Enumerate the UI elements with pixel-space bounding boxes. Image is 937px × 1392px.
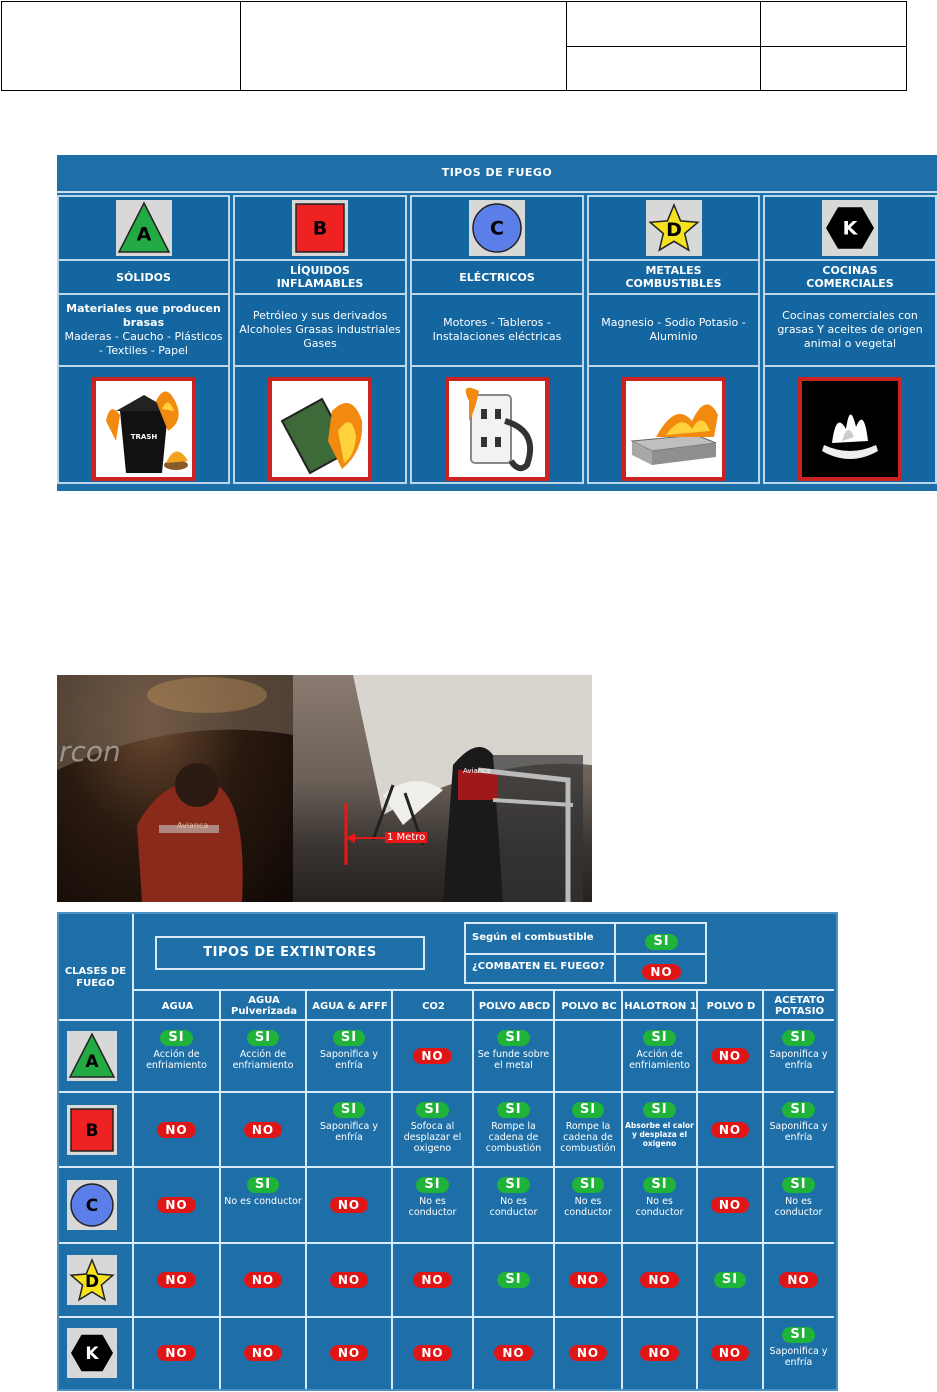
- extinguisher-cell: [475, 1272, 552, 1288]
- cell-reason-text: Saponifica y enfría: [319, 1121, 379, 1143]
- fire-type-illustration: [412, 369, 582, 482]
- no-pill: NO: [244, 1345, 282, 1361]
- extinguisher-cell: [222, 1177, 304, 1207]
- cell-reason-text: No es conductor: [408, 1196, 457, 1218]
- no-pill: NO: [711, 1345, 749, 1361]
- cell-reason-text: Saponifica y enfría: [769, 1049, 828, 1071]
- cell-reason-text: Saponifica y enfría: [769, 1346, 828, 1368]
- extinguisher-cell: [699, 1345, 761, 1361]
- extinguisher-cell: [135, 1272, 218, 1288]
- extinguisher-cell: [475, 1177, 552, 1218]
- extinguisher-cell: [394, 1102, 471, 1154]
- cell-reason-text: Se funde sobre el metal: [477, 1049, 550, 1071]
- fire-type-column-k: [763, 195, 937, 484]
- fire-type-illustration: [589, 369, 758, 482]
- no-pill: NO: [640, 1345, 678, 1361]
- no-pill: NO: [569, 1345, 607, 1361]
- yes-pill: SI: [247, 1177, 279, 1193]
- extinguisher-cell: [556, 1177, 620, 1218]
- cell-reason-text: No es conductor: [564, 1196, 612, 1218]
- extinguisher-cell: [308, 1197, 390, 1213]
- fire-type-name: COCINAS COMERCIALES: [765, 261, 935, 295]
- fire-class-b-icon: [235, 197, 405, 261]
- photo2-vest-badge: Avianca: [463, 767, 491, 775]
- extinguisher-cell: [308, 1102, 390, 1143]
- no-pill: NO: [711, 1122, 749, 1138]
- yes-pill: SI: [333, 1030, 365, 1046]
- row-fire-class-a-icon: [67, 1031, 117, 1081]
- header-cell-code: [567, 2, 761, 47]
- fire-type-name: SÓLIDOS: [59, 261, 228, 295]
- extinguisher-cell: [765, 1272, 832, 1288]
- yes-pill: SI: [160, 1030, 192, 1046]
- header-cell-date: [567, 46, 761, 91]
- svg-text:A: A: [85, 1052, 99, 1072]
- row-fire-class-c-icon: [67, 1180, 117, 1230]
- extinguisher-column-header: CO2: [422, 1000, 445, 1012]
- yes-pill: SI: [643, 1177, 675, 1193]
- no-pill: NO: [494, 1345, 532, 1361]
- extinguisher-cell: [222, 1345, 304, 1361]
- no-pill: NO: [779, 1272, 817, 1288]
- extinguisher-cell: [475, 1030, 552, 1071]
- svg-text:A: A: [136, 223, 151, 246]
- fire-type-description: Materiales que producen brasas Maderas - Caucho - Plásticos - Textiles - Papel: [59, 295, 228, 367]
- row-header-label: CLASES DE FUEGO: [64, 966, 127, 989]
- photo-night-ramp: [57, 675, 293, 902]
- svg-text:B: B: [312, 217, 328, 240]
- legend-box: [464, 922, 707, 984]
- extinguisher-cell: [765, 1177, 832, 1218]
- extinguisher-cell: [394, 1272, 471, 1288]
- no-pill: NO: [413, 1272, 451, 1288]
- fire-class-d-icon: [589, 197, 758, 261]
- fire-type-illustration: [765, 369, 935, 482]
- extinguisher-title: TIPOS DE EXTINTORES: [155, 936, 425, 970]
- no-pill: NO: [330, 1345, 368, 1361]
- extinguisher-cell: [135, 1030, 218, 1071]
- cell-reason-text: No es conductor: [774, 1196, 823, 1218]
- svg-text:D: D: [665, 218, 682, 241]
- yes-pill: SI: [714, 1272, 746, 1288]
- extinguisher-column-header: POLVO D: [706, 1000, 756, 1012]
- yes-pill: SI: [497, 1102, 529, 1118]
- extinguisher-cell: [308, 1272, 390, 1288]
- extinguisher-column-header: POLVO BC: [561, 1000, 617, 1012]
- cell-reason-text: Sofoca al desplazar el oxigeno: [403, 1121, 462, 1154]
- extinguisher-cell: [765, 1102, 832, 1143]
- extinguisher-column-header: AGUA: [161, 1000, 194, 1012]
- cell-reason-text: Acción de enfriamiento: [232, 1049, 294, 1071]
- document-header-table: [1, 1, 907, 91]
- yes-pill: SI: [247, 1030, 279, 1046]
- no-pill: NO: [330, 1272, 368, 1288]
- photo2-measure-label: 1 Metro: [387, 832, 426, 843]
- extinguisher-cell: [308, 1345, 390, 1361]
- fire-type-illustration: [59, 369, 228, 482]
- no-pill: NO: [157, 1272, 195, 1288]
- yes-pill: SI: [497, 1177, 529, 1193]
- no-pill: NO: [157, 1345, 195, 1361]
- extinguisher-cell: [394, 1177, 471, 1218]
- no-pill: NO: [711, 1048, 749, 1064]
- extinguisher-cell: [135, 1122, 218, 1138]
- cell-reason-text: Acción de enfriamiento: [146, 1049, 207, 1071]
- yes-pill: SI: [572, 1102, 604, 1118]
- extinguisher-column-header: AGUA & AFFF: [312, 1000, 388, 1012]
- no-pill: NO: [640, 1272, 678, 1288]
- no-pill: NO: [413, 1048, 451, 1064]
- extinguisher-cell: [765, 1030, 832, 1071]
- extinguisher-cell: [699, 1122, 761, 1138]
- fire-class-c-icon: [412, 197, 582, 261]
- yes-pill: SI: [497, 1030, 529, 1046]
- fire-types-title: TIPOS DE FUEGO: [57, 155, 937, 193]
- header-cell-logo: [2, 2, 241, 91]
- extinguisher-column-header: ACETATO POTASIO: [774, 995, 825, 1017]
- cell-reason-text: Saponifica y enfría: [319, 1049, 379, 1071]
- extinguisher-cell: [394, 1345, 471, 1361]
- yes-pill: SI: [782, 1327, 814, 1343]
- extinguisher-cell: [556, 1102, 620, 1154]
- no-pill: NO: [244, 1272, 282, 1288]
- fire-type-illustration: [235, 369, 405, 482]
- extinguisher-cell: [624, 1030, 695, 1071]
- photo1-aircraft-text: rcon: [59, 735, 121, 768]
- legend-line1: Según el combustible: [472, 932, 594, 943]
- no-pill: NO: [157, 1122, 195, 1138]
- svg-text:C: C: [85, 1196, 99, 1216]
- extinguisher-column-header: POLVO ABCD: [478, 1000, 551, 1012]
- no-pill: NO: [330, 1197, 368, 1213]
- cell-reason-text: Saponifica y enfría: [769, 1121, 828, 1143]
- no-pill: NO: [157, 1197, 195, 1213]
- no-pill: NO: [711, 1197, 749, 1213]
- extinguisher-cell: [556, 1345, 620, 1361]
- no-pill: NO: [569, 1272, 607, 1288]
- extinguisher-cell: [624, 1345, 695, 1361]
- yes-pill: SI: [416, 1102, 448, 1118]
- extinguisher-cell: [556, 1272, 620, 1288]
- cell-reason-text: Acción de enfriamiento: [629, 1049, 690, 1071]
- extinguisher-cell: [222, 1030, 304, 1071]
- svg-text:TRASH: TRASH: [130, 433, 157, 441]
- fire-type-description: Magnesio - Sodio Potasio - Aluminio: [589, 295, 758, 367]
- extinguisher-cell: [222, 1272, 304, 1288]
- extinguisher-cell: [308, 1030, 390, 1071]
- header-cell-title: [241, 2, 567, 91]
- cell-reason-text: No es conductor: [635, 1196, 684, 1218]
- extinguisher-cell: [699, 1197, 761, 1213]
- header-cell-page: [761, 46, 907, 91]
- row-fire-class-k-icon: [67, 1328, 117, 1378]
- cell-reason-text: No es conductor: [224, 1196, 302, 1207]
- extinguisher-column-header: HALOTRON 1: [624, 1000, 697, 1012]
- svg-text:K: K: [842, 217, 858, 240]
- cell-reason-text: No es conductor: [489, 1196, 538, 1218]
- extinguisher-cell: [135, 1345, 218, 1361]
- fire-type-column-d: [587, 195, 760, 484]
- extinguisher-cell: [765, 1327, 832, 1368]
- fire-type-column-c: [410, 195, 584, 484]
- legend-yes-pill: SI: [645, 934, 677, 950]
- extinguisher-cell: [699, 1272, 761, 1288]
- fire-types-panel: [57, 155, 937, 491]
- yes-pill: SI: [782, 1030, 814, 1046]
- extinguisher-cell: [699, 1048, 761, 1064]
- photo1-vest-badge: Avianca: [177, 821, 209, 830]
- cell-reason-text: Rompe la cadena de combustión: [485, 1121, 542, 1154]
- fire-class-a-icon: [59, 197, 228, 261]
- yes-pill: SI: [643, 1030, 675, 1046]
- yes-pill: SI: [643, 1102, 675, 1118]
- row-fire-class-d-icon: [67, 1255, 117, 1305]
- svg-text:B: B: [85, 1120, 99, 1141]
- extinguisher-cell: [135, 1197, 218, 1213]
- header-cell-version: [761, 2, 907, 47]
- extinguisher-cell: [624, 1272, 695, 1288]
- yes-pill: SI: [782, 1177, 814, 1193]
- extinguisher-cell: [394, 1048, 471, 1064]
- fire-type-name: METALES COMBUSTIBLES: [589, 261, 758, 295]
- yes-pill: SI: [497, 1272, 529, 1288]
- fire-type-column-b: [233, 195, 407, 484]
- no-pill: NO: [413, 1345, 451, 1361]
- extinguisher-cell: [624, 1177, 695, 1218]
- yes-pill: SI: [416, 1177, 448, 1193]
- fire-type-name: LÍQUIDOS INFLAMABLES: [235, 261, 405, 295]
- photo-refuel-distance: [293, 675, 592, 902]
- cell-reason-text: Rompe la cadena de combustión: [560, 1121, 616, 1154]
- svg-text:D: D: [84, 1272, 100, 1292]
- fire-type-description: Petróleo y sus derivados Alcoholes Grasas industriales Gases: [235, 295, 405, 367]
- extinguisher-cell: [475, 1102, 552, 1154]
- no-pill: NO: [244, 1122, 282, 1138]
- svg-text:K: K: [85, 1344, 99, 1364]
- extinguisher-column-header: AGUA Pulverizada: [230, 995, 297, 1017]
- yes-pill: SI: [782, 1102, 814, 1118]
- extinguisher-cell: [222, 1122, 304, 1138]
- legend-no-pill: NO: [642, 964, 680, 980]
- row-fire-class-b-icon: [67, 1105, 117, 1155]
- fire-type-description: Cocinas comerciales con grasas Y aceites de origen animal o vegetal: [765, 295, 935, 367]
- fire-class-k-icon: [765, 197, 935, 261]
- extinguisher-cell: [475, 1345, 552, 1361]
- legend-line2: ¿COMBATEN EL FUEGO?: [472, 961, 605, 972]
- yes-pill: SI: [333, 1102, 365, 1118]
- fire-type-column-a: [57, 195, 230, 484]
- fire-type-name: ELÉCTRICOS: [412, 261, 582, 295]
- extinguisher-types-panel: [57, 912, 838, 1391]
- svg-text:C: C: [490, 217, 504, 240]
- cell-reason-text: Absorbe el calor y desplaza el oxigeno: [625, 1121, 694, 1148]
- yes-pill: SI: [572, 1177, 604, 1193]
- extinguisher-cell: [624, 1102, 695, 1148]
- fire-type-description: Motores - Tableros - Instalaciones eléctricas: [412, 295, 582, 367]
